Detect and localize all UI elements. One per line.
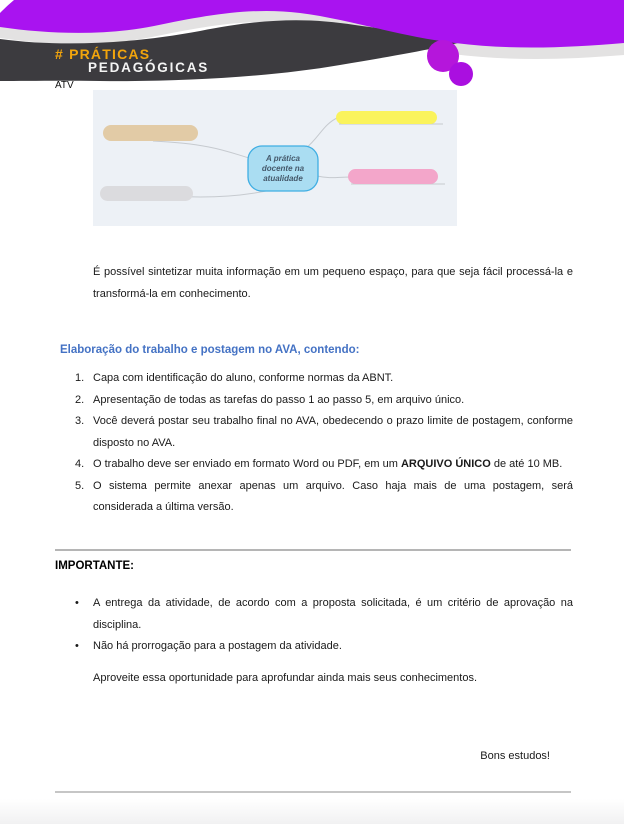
list-number: 1. <box>75 372 85 384</box>
svg-text:docente na: docente na <box>261 164 305 173</box>
bullet-list <box>75 593 573 658</box>
purple-blob-small <box>449 62 473 86</box>
bold-arquivo-unico: ARQUIVO ÚNICO <box>400 458 491 470</box>
list-number: 2. <box>75 393 85 406</box>
numbered-list <box>75 368 573 519</box>
list-item: 5. O sistema permite anexar apenas um arquivo. Caso haja mais de uma postagem, será considerada a última versão. <box>75 476 573 519</box>
list-item: • Não há prorrogação para a postagem da atividade. <box>75 636 573 658</box>
list-item: • A entrega da atividade, de acordo com a proposta solicitada, é um critério de aprovação na disciplina. <box>75 593 573 636</box>
list-item: 3. Você deverá postar seu trabalho final no AVA, obedecendo o prazo limite de postagem, conforme disposto no AVA. <box>75 411 573 454</box>
list-item: 4. O trabalho deve ser enviado em formato Word ou PDF, em um ARQUIVO ÚNICO de até 10 MB. <box>75 454 573 476</box>
list-number: 4. <box>75 458 85 470</box>
intro-paragraph: É possível sintetizar muita informação em um pequeno espaço, para que seja fácil processá-la e transformá-la em conhecimento. <box>93 266 573 300</box>
list-number: 5. <box>75 479 85 492</box>
list-item: 1. Capa com identificação do aluno, conforme normas da ABNT. <box>75 368 573 390</box>
branch-bottom-right <box>348 169 438 184</box>
mindmap-figure <box>93 90 457 226</box>
footer-fade <box>0 799 624 824</box>
footer-divider <box>55 791 571 793</box>
farewell-text: Bons estudos! <box>480 750 550 762</box>
bullet-marker: • <box>75 640 79 652</box>
bullet-marker: • <box>75 597 79 609</box>
brand-logo-line2: PEDAGÓGICAS <box>88 60 210 75</box>
list-item: 2. Apresentação de todas as tarefas do passo 1 ao passo 5, em arquivo único. <box>75 390 573 412</box>
branch-top-left <box>103 125 198 141</box>
brand-logo-line1: # PRÁTICAS <box>55 46 151 62</box>
svg-text:A prática: A prática <box>266 154 300 163</box>
closing-paragraph: Aproveite essa oportunidade para aprofundar ainda mais seus conhecimentos. <box>93 672 478 684</box>
section-divider <box>55 549 571 551</box>
branch-top-right <box>336 111 437 124</box>
page-label-atv: ATV <box>55 80 74 91</box>
branch-bottom-left <box>100 186 193 201</box>
important-heading: IMPORTANTE: <box>55 560 135 572</box>
list-number: 3. <box>75 415 85 427</box>
section-heading: Elaboração do trabalho e postagem no AVA, contendo: <box>60 344 360 356</box>
svg-text:atualidade: atualidade <box>263 174 303 183</box>
mindmap-central-label <box>262 154 305 183</box>
